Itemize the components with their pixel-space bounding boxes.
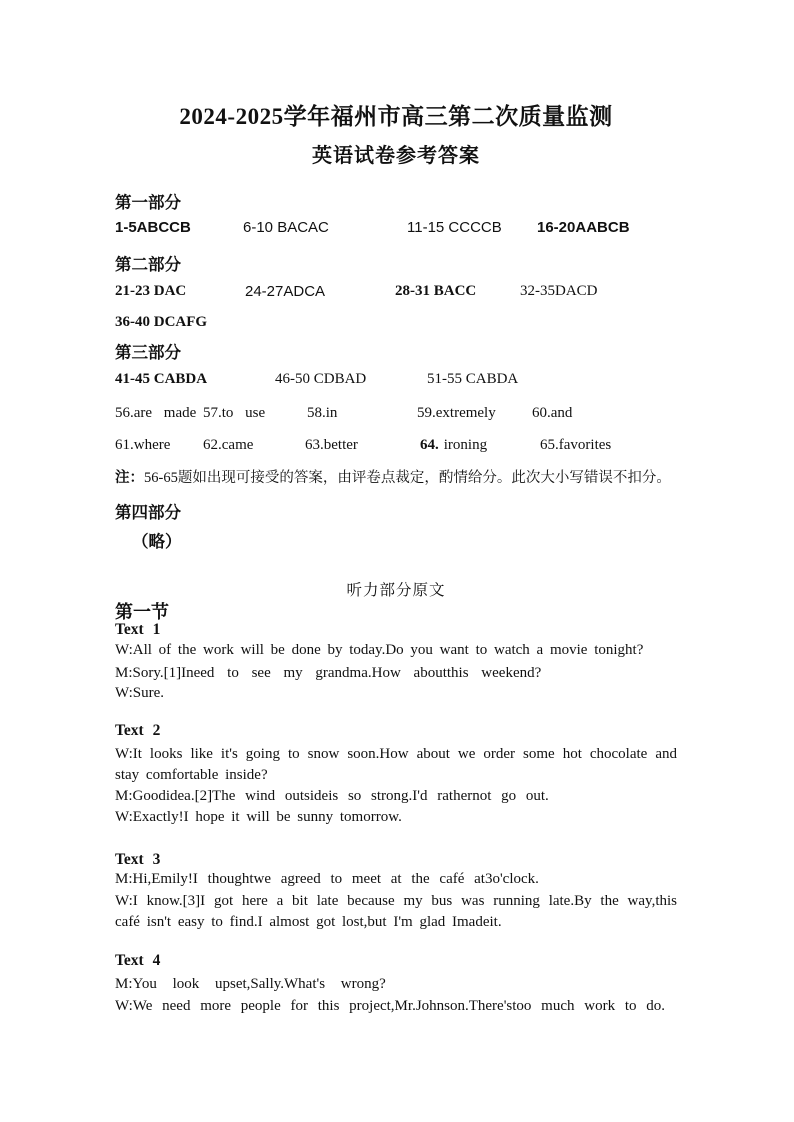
answer-item: 36-40 DCAFG: [115, 314, 208, 330]
dialog-line: M:Hi,Emily!I thoughtwe agreed to meet at the café at3o'clock.: [115, 871, 539, 887]
part1-heading: 第一部分: [115, 194, 181, 212]
part4-omitted: （略）: [132, 533, 182, 551]
answer-item: 56.are made: [115, 405, 197, 421]
answer-64-number: 64.: [420, 437, 439, 453]
text2-label: Text 2: [115, 722, 161, 739]
part4-heading: 第四部分: [115, 504, 181, 522]
transcript-section1-heading: 第一节: [115, 602, 169, 622]
transcript-heading: 听力部分原文: [346, 582, 446, 599]
text3-label: Text 3: [115, 851, 161, 868]
dialog-line: W:I know.[3]I got here a bit late because my bus was running late.By the way,this café isn't easy to find.I almost got lost,but I'm glad Imadeit.: [115, 893, 677, 930]
dialog-line: W:Sure.: [115, 685, 165, 701]
text1-label: Text 1: [115, 621, 161, 638]
answer-item: 28-31 BACC: [395, 283, 477, 299]
dialog-line: W:Exactly!I hope it will be sunny tomorrow.: [115, 809, 402, 825]
document-title: 2024-2025学年福州市高三第二次质量监测: [179, 104, 613, 129]
answer-item: 65.favorites: [540, 437, 612, 453]
dialog-line: M:Sory.[1]Ineed to see my grandma.How aboutthis weekend?: [115, 665, 542, 681]
answer-64-word: ironing: [443, 437, 488, 453]
part3-heading: 第三部分: [115, 344, 181, 362]
answer-item: 59.extremely: [417, 405, 496, 421]
gap-fill-answer-row-1: [115, 405, 677, 425]
answer-item: 46-50 CDBAD: [275, 371, 367, 387]
dialog-line: M:You look upset,Sally.What's wrong?: [115, 976, 386, 992]
grading-note: [115, 469, 679, 488]
answer-item: 60.and: [532, 405, 573, 421]
part1-answer-row: [115, 219, 677, 239]
answer-item: 16-20AABCB: [537, 219, 630, 236]
dialog-line: W:We need more people for this project,Mr.Johnson.There'stoo much work to do.: [115, 998, 665, 1014]
note-label: 注：: [115, 470, 144, 486]
answer-item: 58.in: [307, 405, 338, 421]
answer-item: 24-27ADCA: [245, 283, 326, 300]
document-content: [115, 0, 677, 1122]
answer-item: 11-15 CCCCB: [407, 219, 502, 236]
answer-item: 62.came: [203, 437, 254, 453]
text4-label: Text 4: [115, 952, 161, 969]
dialog-line: W:All of the work will be done by today.Do you want to watch a movie tonight?: [115, 642, 644, 658]
part2-answer-row-2: [115, 314, 677, 334]
answer-item: 63.better: [305, 437, 358, 453]
dialog-line: W:It looks like it's going to snow soon.How about we order some hot chocolate and stay comfortable inside?: [115, 746, 677, 783]
answer-item: 51-55 CABDA: [427, 371, 519, 387]
part2-answer-row: [115, 283, 677, 303]
part2-heading: 第二部分: [115, 256, 181, 274]
gap-fill-answer-row-2: [115, 437, 677, 457]
answer-item: 6-10 BACAC: [243, 219, 329, 236]
answer-item: 41-45 CABDA: [115, 371, 208, 387]
part3-answer-row: [115, 371, 677, 391]
document-subtitle: 英语试卷参考答案: [312, 145, 480, 167]
note-text: 56-65题如出现可接受的答案，由评卷点裁定，酌情给分。此次大小写错误不扣分。: [144, 470, 671, 486]
dialog-line: M:Goodidea.[2]The wind outsideis so strong.I'd rathernot go out.: [115, 788, 549, 804]
answer-item-64: [420, 437, 487, 454]
answer-item: 57.to use: [203, 405, 266, 421]
answer-item: 1-5ABCCB: [115, 219, 191, 236]
answer-item: 21-23 DAC: [115, 283, 187, 299]
answer-item: 32-35DACD: [520, 283, 598, 299]
answer-item: 61.where: [115, 437, 171, 453]
